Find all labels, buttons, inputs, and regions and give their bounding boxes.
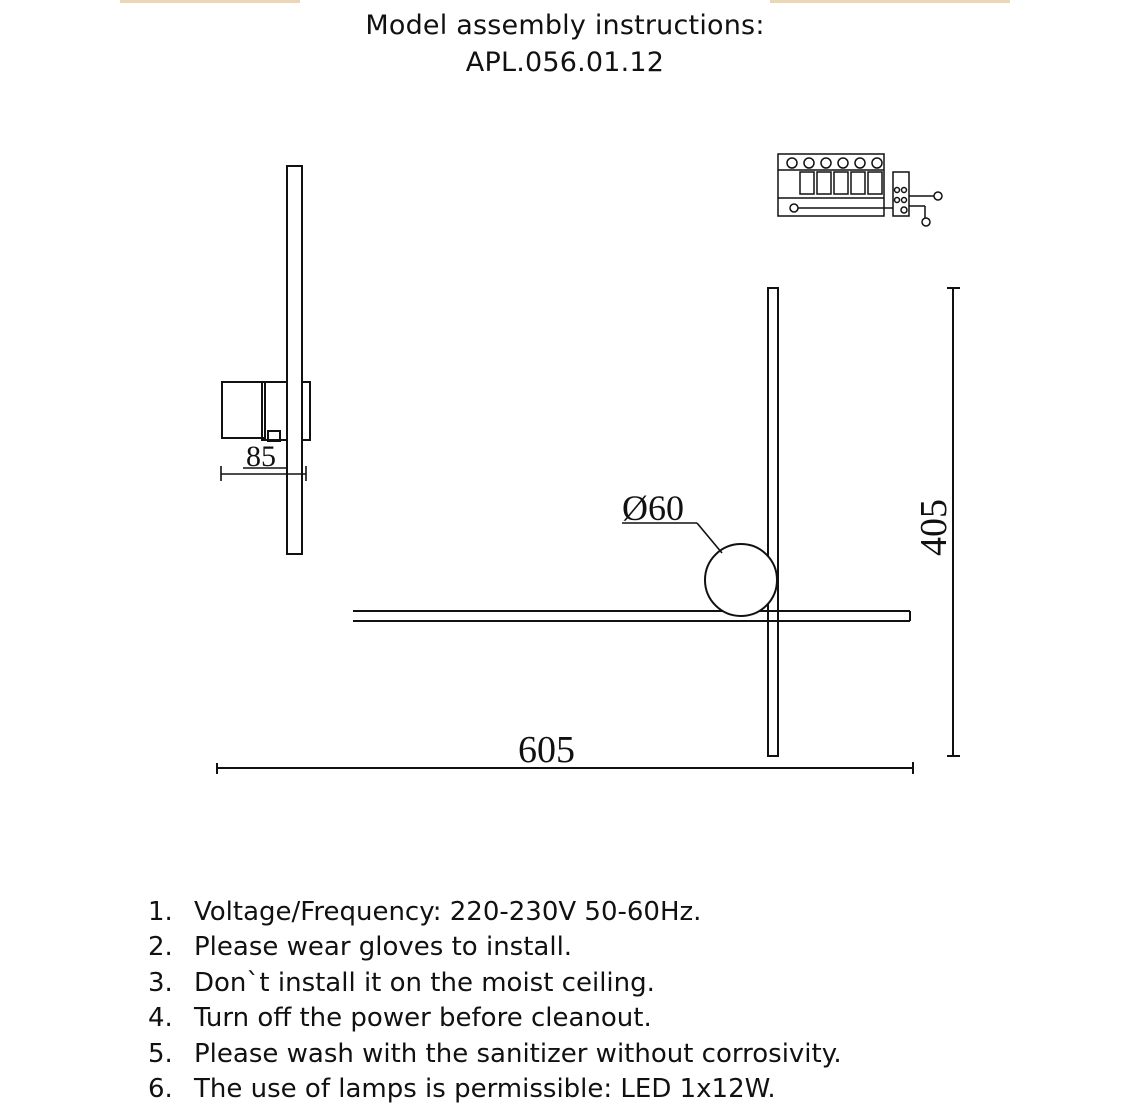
connector-pin-1 bbox=[895, 188, 900, 193]
connector-pin-4 bbox=[902, 198, 907, 203]
width-dimension bbox=[217, 729, 913, 774]
page-title: Model assembly instructions: bbox=[365, 10, 765, 41]
instructions-list bbox=[148, 895, 842, 1107]
instruction-text: Turn off the power before cleanout. bbox=[194, 1003, 652, 1034]
instruction-text: The use of lamps is permissible: LED 1x12W. bbox=[194, 1074, 776, 1105]
wiring-schematic bbox=[778, 154, 942, 226]
instruction-number: 1. bbox=[148, 897, 173, 927]
instruction-item bbox=[148, 966, 842, 1001]
side-view-mount-block bbox=[222, 382, 265, 438]
terminal-screws bbox=[787, 158, 882, 168]
ground-screw-left bbox=[790, 204, 798, 212]
side-view-mount-plate bbox=[302, 382, 310, 440]
instruction-item bbox=[148, 930, 842, 965]
front-view-vertical-bar bbox=[768, 288, 778, 756]
instruction-item bbox=[148, 1072, 842, 1107]
instruction-item bbox=[148, 1001, 842, 1036]
connector-pin-5 bbox=[901, 207, 907, 213]
side-view bbox=[221, 166, 310, 554]
diameter-label: Ø60 bbox=[622, 488, 684, 528]
instruction-item bbox=[148, 1037, 842, 1072]
instruction-text: Please wear gloves to install. bbox=[194, 932, 573, 963]
neutral-wire-terminal bbox=[922, 218, 930, 226]
instruction-number: 4. bbox=[148, 1003, 173, 1034]
instruction-number: 3. bbox=[148, 967, 173, 998]
instruction-number: 6. bbox=[148, 1074, 173, 1105]
instruction-text: Voltage/Frequency: 220-230V 50-60Hz. bbox=[194, 897, 702, 927]
instruction-text: Don`t install it on the moist ceiling. bbox=[194, 967, 655, 998]
model-number: APL.056.01.12 bbox=[465, 47, 665, 78]
instruction-number: 5. bbox=[148, 1038, 173, 1069]
height-label: 405 bbox=[913, 499, 955, 556]
diameter-leader bbox=[697, 523, 722, 553]
front-view bbox=[353, 288, 910, 756]
instruction-text: Please wash with the sanitizer without corrosivity. bbox=[194, 1038, 842, 1069]
instruction-number: 2. bbox=[148, 932, 173, 963]
instruction-item bbox=[148, 895, 842, 930]
terminal-cells bbox=[800, 172, 882, 194]
front-view-globe bbox=[705, 544, 777, 616]
width-label: 605 bbox=[518, 729, 575, 771]
connector-pin-3 bbox=[895, 198, 900, 203]
connector-pin-2 bbox=[902, 188, 907, 193]
depth-label: 85 bbox=[246, 440, 276, 473]
side-view-bar bbox=[287, 166, 302, 554]
height-dimension bbox=[913, 288, 960, 756]
live-wire-terminal bbox=[934, 192, 942, 200]
